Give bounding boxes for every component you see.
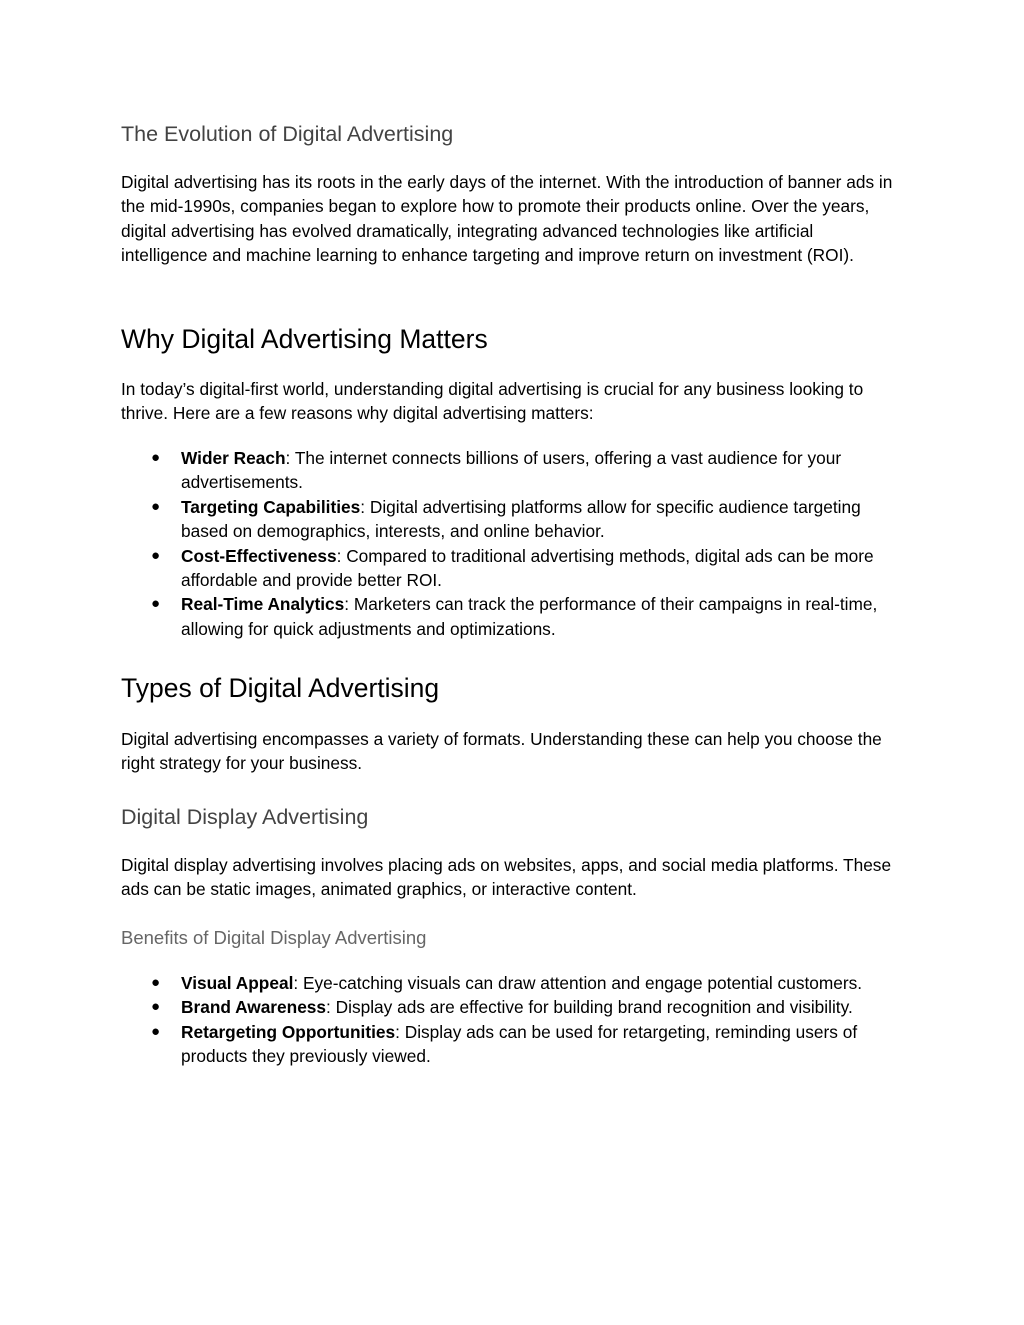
bullet-icon: ●	[151, 974, 161, 991]
list-item-text: : Compared to traditional advertising methods, digital ads can be more affordable and provide better ROI.	[181, 545, 874, 591]
list-item-term: Cost-Effectiveness	[181, 545, 337, 566]
list-item	[121, 592, 903, 641]
list-item	[121, 995, 903, 1019]
list-item-term: Brand Awareness	[181, 997, 327, 1018]
bullet-icon: ●	[151, 497, 161, 515]
bullet-icon: ●	[151, 998, 161, 1016]
list-item-text: : Eye-catching visuals can draw attention and engage potential customers.	[293, 973, 863, 993]
list-item-text: : Display ads can be used for retargeting, reminding users of products they previously viewed.	[181, 1021, 858, 1067]
list-item	[121, 971, 903, 995]
paragraph-types: Digital advertising encompasses a variety of formats. Understanding these can help you choose the right strategy for your business.	[121, 729, 882, 774]
list-item	[121, 544, 903, 593]
section-heading-display: Digital Display Advertising	[121, 805, 369, 829]
list-item	[121, 495, 903, 544]
section-heading-why-matters: Why Digital Advertising Matters	[121, 324, 488, 354]
list-item-text: : Digital advertising platforms allow for specific audience targeting based on demographics, interests, and online behavior.	[181, 496, 861, 542]
list-item-text: : The internet connects billions of users, offering a vast audience for your advertisements.	[181, 448, 842, 493]
paragraph-evolution: Digital advertising has its roots in the early days of the internet. With the introduction of banner ads in the mid-1990s, companies began to explore how to promote their products online. Over the years, digital advertising has evolved dramatically, integrating advanced technologies like artificial intelligence and machine learning to enhance targeting and improve return on investment (ROI).	[121, 172, 893, 266]
list-item	[121, 1020, 903, 1069]
paragraph-why-matters: In today’s digital-first world, understanding digital advertising is crucial for any business looking to thrive. Here are a few reasons why digital advertising matters:	[121, 379, 864, 424]
bullet-icon: ●	[151, 595, 161, 613]
paragraph-display: Digital display advertising involves placing ads on websites, apps, and social media platforms. These ads can be static images, animated graphics, or interactive content.	[121, 855, 892, 900]
list-item-term: Visual Appeal	[181, 973, 294, 993]
list-item-term: Retargeting Opportunities	[181, 1021, 396, 1042]
list-item	[121, 446, 903, 495]
list-item-text: : Display ads are effective for building brand recognition and visibility.	[326, 997, 853, 1018]
section-heading-types: Types of Digital Advertising	[121, 673, 440, 703]
bullet-icon: ●	[151, 449, 161, 466]
bullet-icon: ●	[151, 546, 161, 564]
bullet-list-display-benefits	[121, 971, 903, 1069]
list-item-term: Wider Reach	[181, 448, 286, 468]
bullet-list-why-matters	[121, 446, 903, 641]
section-heading-display-benefits: Benefits of Digital Display Advertising	[121, 927, 427, 948]
section-heading-evolution: The Evolution of Digital Advertising	[121, 122, 454, 146]
list-item-text: : Marketers can track the performance of their campaigns in real-time, allowing for quick adjustments and optimizations.	[181, 594, 878, 639]
bullet-icon: ●	[151, 1022, 161, 1040]
list-item-term: Targeting Capabilities	[181, 496, 361, 517]
list-item-term: Real-Time Analytics	[181, 594, 345, 615]
